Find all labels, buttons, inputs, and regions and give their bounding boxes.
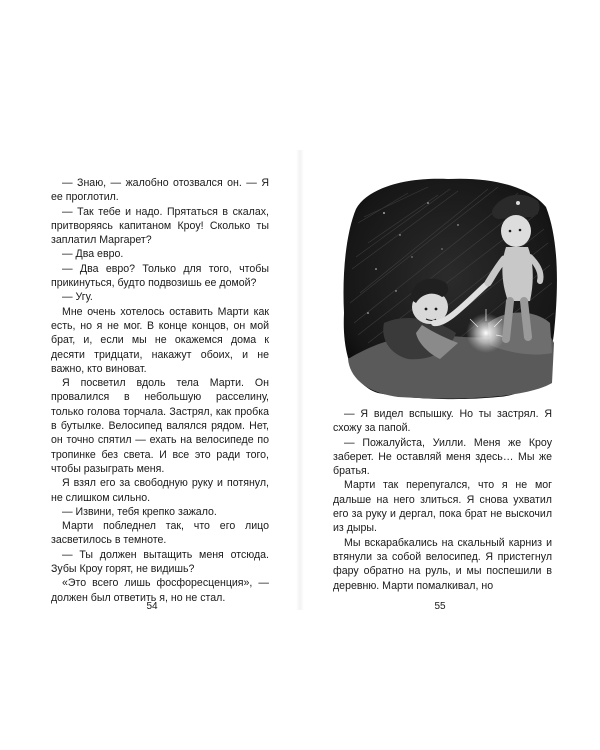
page-number: 54 [146, 601, 158, 612]
paragraph: — Угу. [62, 291, 93, 304]
illustration-brothers-in-rock [338, 173, 560, 400]
paragraph: Марти побледнел так, что его лицо засветилось в темноте. [51, 520, 269, 547]
paragraph: Я посветил вдоль тела Марти. Он провалился в небольшую расселину, только голова торчала. Застрял, как пробка в бутылке. Велосипед валялся рядом. Нет, он точно спятил — ехать на велосипеде по тропинке без света. И все это ради того, чтобы разыграть меня. [51, 377, 269, 475]
paragraph: — Два евро? Только для того, чтобы прикинуться, будто подвозишь ее домой? [51, 262, 269, 290]
paragraph: Марти так перепугался, что я не мог дальше на него злиться. Я снова ухватил его за руку и дергал, пока брат не выскочил из дыры. [333, 479, 552, 535]
paragraph: — Я видел вспышку. Но ты застрял. Я схожу за папой. [333, 408, 552, 435]
paragraph: — Так тебе и надо. Прятаться в скалах, притворяясь капитаном Кроу! Сколько ты заплатил Маргарет? [51, 205, 269, 247]
paragraph: — Два евро. [62, 248, 124, 261]
paragraph: «Это всего лишь фосфоресценция», — должен был ответить я, но не стал. [51, 577, 269, 604]
paragraph: — Извини, тебя крепко зажало. [62, 505, 217, 518]
left-page-text [51, 176, 269, 605]
right-page [300, 0, 600, 750]
right-page-text [333, 407, 552, 593]
paragraph: — Знаю, — жалобно отозвался он. — Я ее проглотил. [51, 177, 269, 204]
page-number: 55 [434, 601, 446, 612]
paragraph: Я взял его за свободную руку и потянул, не слишком сильно. [51, 477, 269, 504]
paragraph: Мне очень хотелось оставить Марти как есть, но я не мог. В конце концов, он мой брат, и, если мы не окажемся дома к десяти тридцати, накажут обоих, и не важно, кто виноват. [51, 305, 269, 375]
paragraph: — Пожалуйста, Уилли. Меня же Кроу заберет. Не оставляй меня здесь… Мы же братья. [333, 436, 552, 478]
paragraph: — Ты должен вытащить меня отсюда. Зубы Кроу горят, не видишь? [51, 548, 269, 576]
paragraph: Мы вскарабкались на скальный карниз и втянули за собой велосипед. Я пристегнул фару обратно на руль, и мы поспешили в деревню. Марти помалкивал, но [333, 536, 552, 592]
